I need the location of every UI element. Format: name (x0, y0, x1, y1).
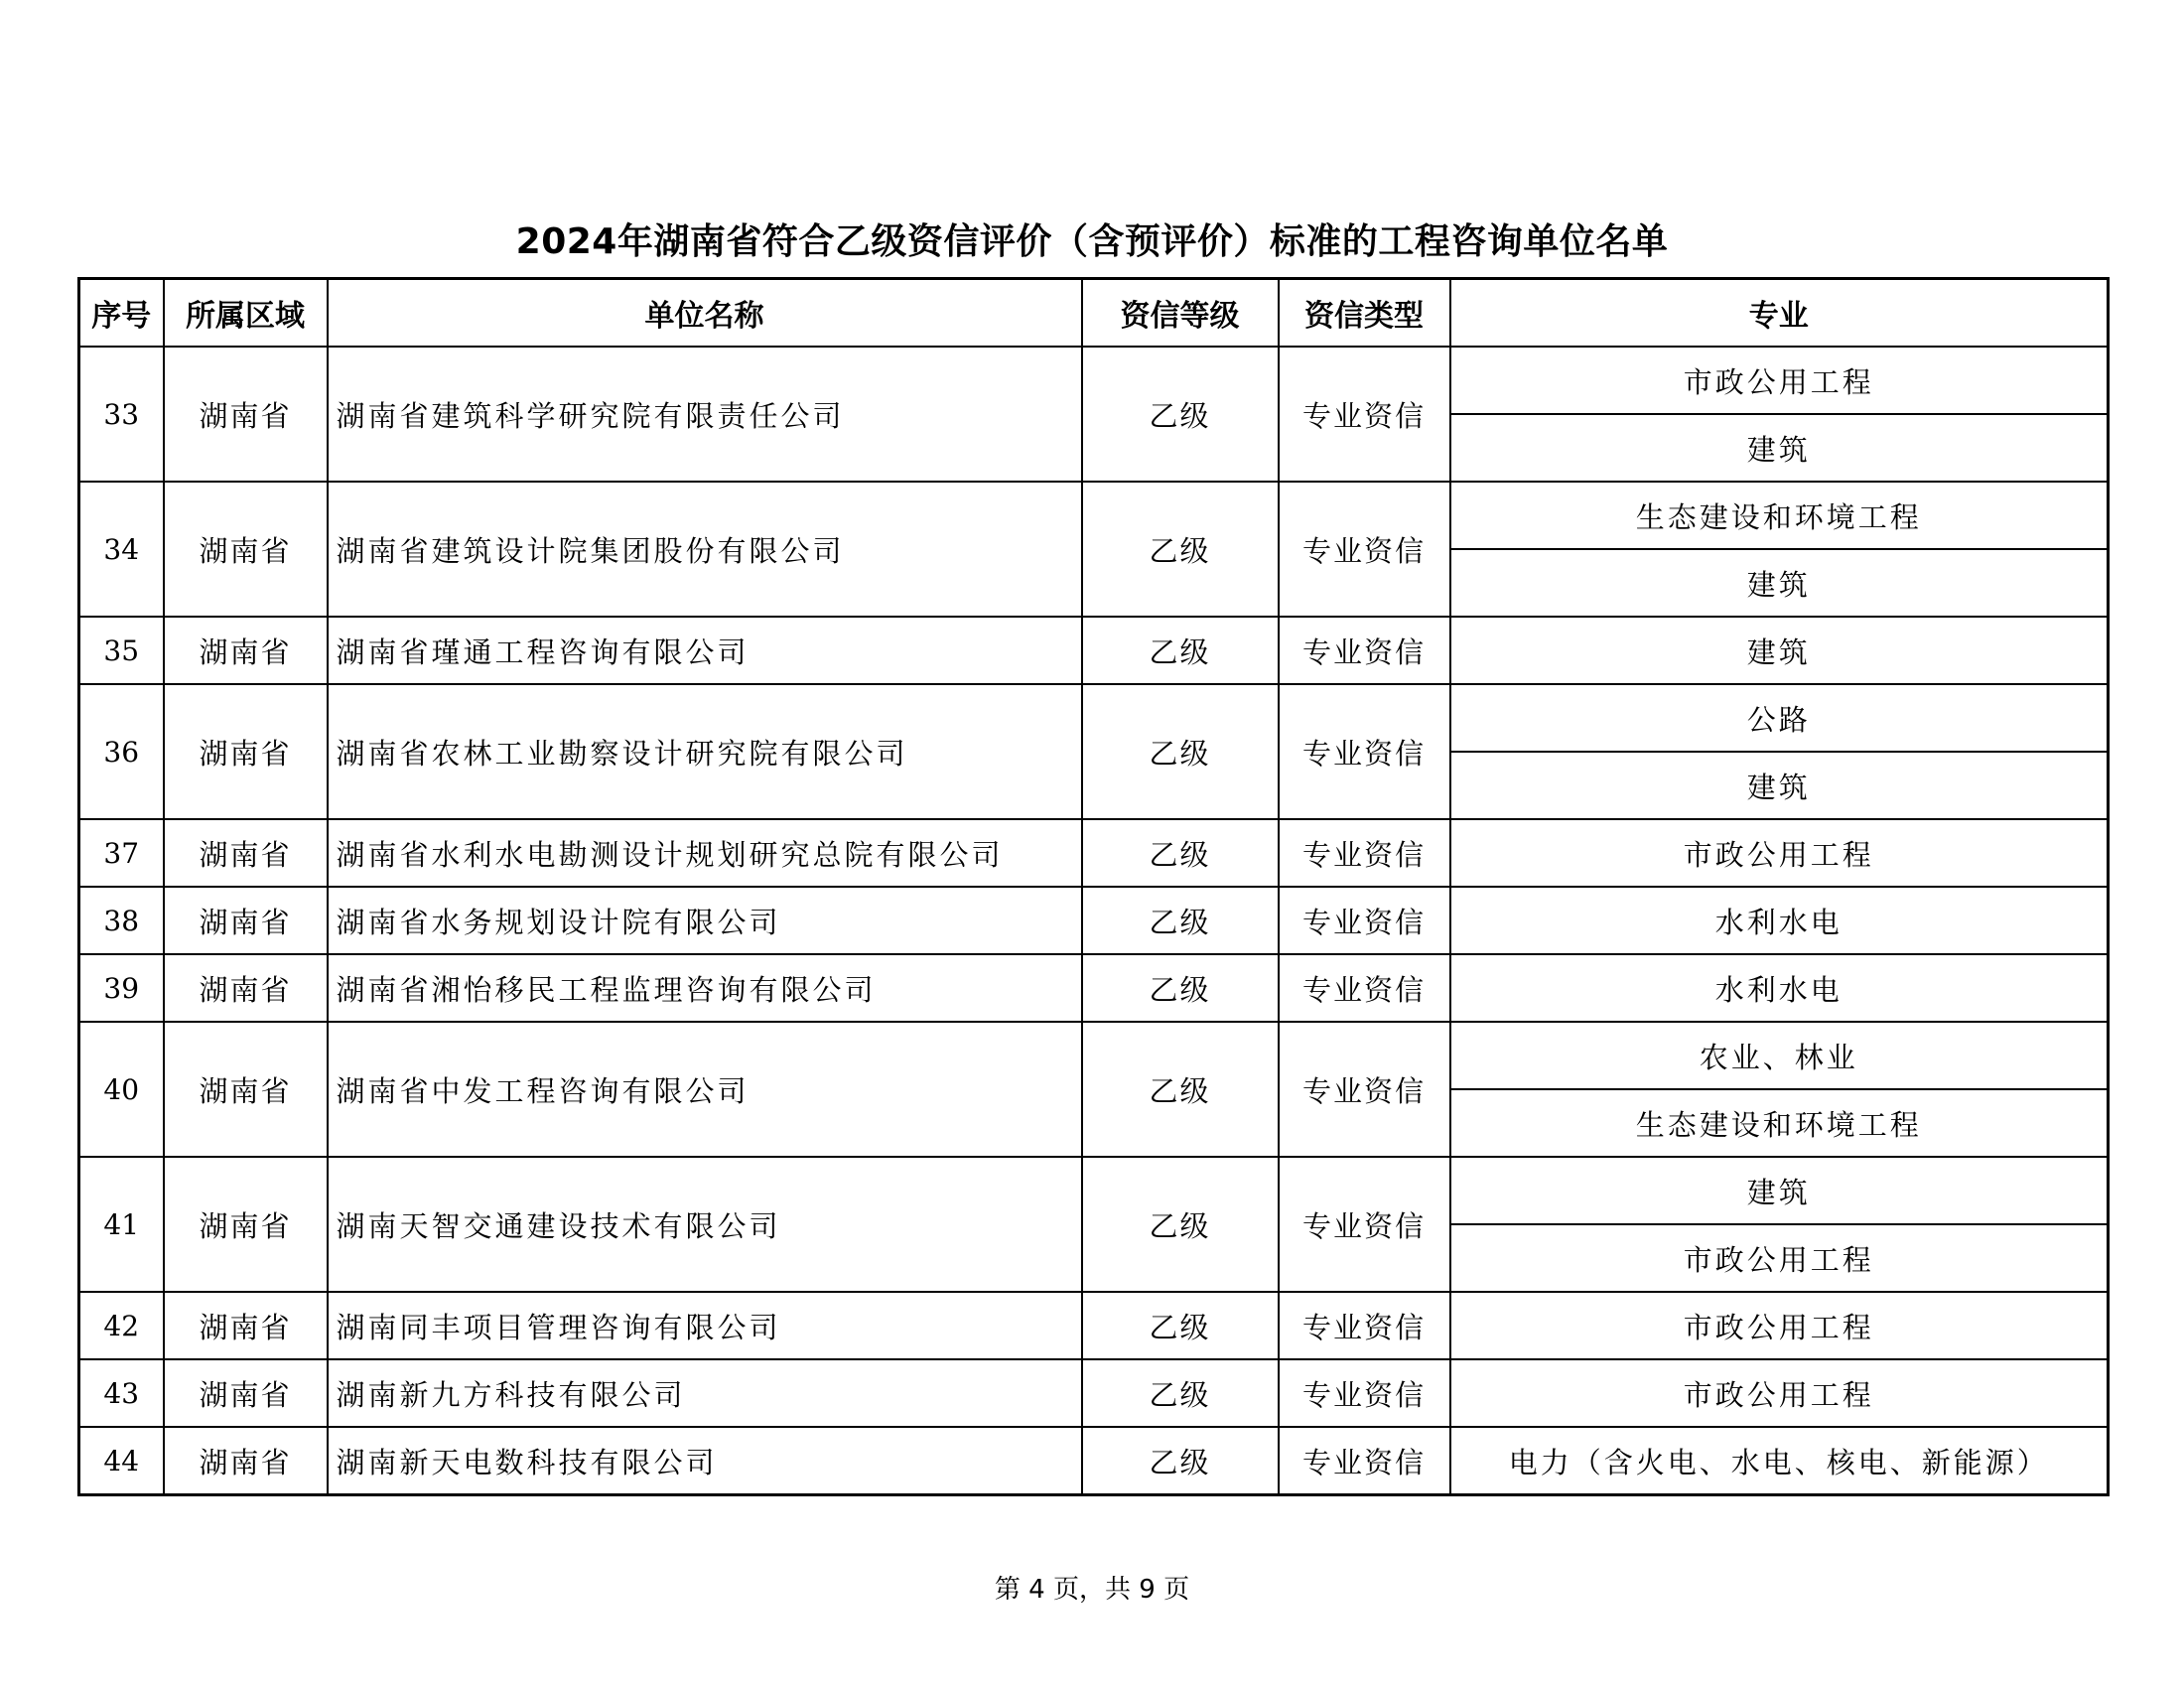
row-specialty: 市政公用工程 (1450, 1224, 2109, 1292)
row-grade: 乙级 (1082, 347, 1279, 482)
row-grade: 乙级 (1082, 684, 1279, 819)
row-unit-name: 湖南省中发工程咨询有限公司 (328, 1022, 1082, 1157)
row-seq: 38 (79, 887, 164, 954)
row-unit-name: 湖南省瑾通工程咨询有限公司 (328, 617, 1082, 684)
table-row (79, 1157, 2109, 1224)
row-unit-name: 湖南省农林工业勘察设计研究院有限公司 (328, 684, 1082, 819)
row-unit-name: 湖南省湘怡移民工程监理咨询有限公司 (328, 954, 1082, 1022)
row-region: 湖南省 (164, 1022, 328, 1157)
row-region: 湖南省 (164, 1427, 328, 1495)
row-seq: 41 (79, 1157, 164, 1292)
row-region: 湖南省 (164, 684, 328, 819)
row-unit-name: 湖南省水利水电勘测设计规划研究总院有限公司 (328, 819, 1082, 887)
row-qualification-type: 专业资信 (1279, 1359, 1450, 1427)
table-row (79, 1022, 2109, 1089)
table-row (79, 1427, 2109, 1495)
row-seq: 37 (79, 819, 164, 887)
table-row (79, 1359, 2109, 1427)
row-specialty: 水利水电 (1450, 954, 2109, 1022)
row-unit-name: 湖南新九方科技有限公司 (328, 1359, 1082, 1427)
row-region: 湖南省 (164, 819, 328, 887)
row-specialty: 电力（含火电、水电、核电、新能源） (1450, 1427, 2109, 1495)
row-specialty: 生态建设和环境工程 (1450, 1089, 2109, 1157)
row-specialty: 农业、林业 (1450, 1022, 2109, 1089)
row-specialty: 公路 (1450, 684, 2109, 752)
row-unit-name: 湖南新天电数科技有限公司 (328, 1427, 1082, 1495)
row-region: 湖南省 (164, 887, 328, 954)
table-header-row (79, 279, 2109, 348)
row-grade: 乙级 (1082, 482, 1279, 617)
row-grade: 乙级 (1082, 1292, 1279, 1359)
table-body (79, 347, 2109, 1495)
row-region: 湖南省 (164, 954, 328, 1022)
header-name: 单位名称 (328, 279, 1082, 348)
row-seq: 42 (79, 1292, 164, 1359)
row-unit-name: 湖南天智交通建设技术有限公司 (328, 1157, 1082, 1292)
row-qualification-type: 专业资信 (1279, 1157, 1450, 1292)
row-unit-name: 湖南省水务规划设计院有限公司 (328, 887, 1082, 954)
header-grade: 资信等级 (1082, 279, 1279, 348)
table-row (79, 954, 2109, 1022)
row-grade: 乙级 (1082, 1022, 1279, 1157)
row-qualification-type: 专业资信 (1279, 954, 1450, 1022)
table-row (79, 887, 2109, 954)
row-region: 湖南省 (164, 1292, 328, 1359)
row-qualification-type: 专业资信 (1279, 819, 1450, 887)
table-row (79, 684, 2109, 752)
row-region: 湖南省 (164, 1157, 328, 1292)
row-specialty: 生态建设和环境工程 (1450, 482, 2109, 549)
row-specialty: 建筑 (1450, 752, 2109, 819)
unit-list-table (77, 277, 2110, 1496)
row-specialty: 建筑 (1450, 414, 2109, 482)
row-specialty: 建筑 (1450, 549, 2109, 617)
row-grade: 乙级 (1082, 1427, 1279, 1495)
row-grade: 乙级 (1082, 819, 1279, 887)
table-row (79, 617, 2109, 684)
table-row (79, 1292, 2109, 1359)
row-qualification-type: 专业资信 (1279, 482, 1450, 617)
row-qualification-type: 专业资信 (1279, 684, 1450, 819)
row-seq: 40 (79, 1022, 164, 1157)
header-specialty: 专业 (1450, 279, 2109, 348)
row-grade: 乙级 (1082, 887, 1279, 954)
row-unit-name: 湖南同丰项目管理咨询有限公司 (328, 1292, 1082, 1359)
row-seq: 39 (79, 954, 164, 1022)
row-region: 湖南省 (164, 347, 328, 482)
row-grade: 乙级 (1082, 954, 1279, 1022)
row-region: 湖南省 (164, 1359, 328, 1427)
row-qualification-type: 专业资信 (1279, 1427, 1450, 1495)
row-specialty: 水利水电 (1450, 887, 2109, 954)
page-number: 第 4 页，共 9 页 (994, 1575, 1190, 1605)
document-title: 2024年湖南省符合乙级资信评价（含预评价）标准的工程咨询单位名单 (515, 221, 1669, 262)
row-unit-name: 湖南省建筑设计院集团股份有限公司 (328, 482, 1082, 617)
row-unit-name: 湖南省建筑科学研究院有限责任公司 (328, 347, 1082, 482)
row-qualification-type: 专业资信 (1279, 617, 1450, 684)
row-region: 湖南省 (164, 617, 328, 684)
row-qualification-type: 专业资信 (1279, 1292, 1450, 1359)
row-seq: 36 (79, 684, 164, 819)
row-qualification-type: 专业资信 (1279, 887, 1450, 954)
row-specialty: 市政公用工程 (1450, 347, 2109, 414)
row-grade: 乙级 (1082, 1359, 1279, 1427)
row-qualification-type: 专业资信 (1279, 347, 1450, 482)
row-region: 湖南省 (164, 482, 328, 617)
row-specialty: 市政公用工程 (1450, 1359, 2109, 1427)
row-seq: 44 (79, 1427, 164, 1495)
row-qualification-type: 专业资信 (1279, 1022, 1450, 1157)
table-row (79, 819, 2109, 887)
row-seq: 33 (79, 347, 164, 482)
table-row (79, 347, 2109, 414)
row-grade: 乙级 (1082, 617, 1279, 684)
header-region: 所属区域 (164, 279, 328, 348)
row-grade: 乙级 (1082, 1157, 1279, 1292)
row-seq: 34 (79, 482, 164, 617)
row-seq: 43 (79, 1359, 164, 1427)
header-seq: 序号 (79, 279, 164, 348)
table-row (79, 482, 2109, 549)
row-specialty: 市政公用工程 (1450, 819, 2109, 887)
header-type: 资信类型 (1279, 279, 1450, 348)
row-specialty: 建筑 (1450, 1157, 2109, 1224)
row-specialty: 市政公用工程 (1450, 1292, 2109, 1359)
row-seq: 35 (79, 617, 164, 684)
row-specialty: 建筑 (1450, 617, 2109, 684)
